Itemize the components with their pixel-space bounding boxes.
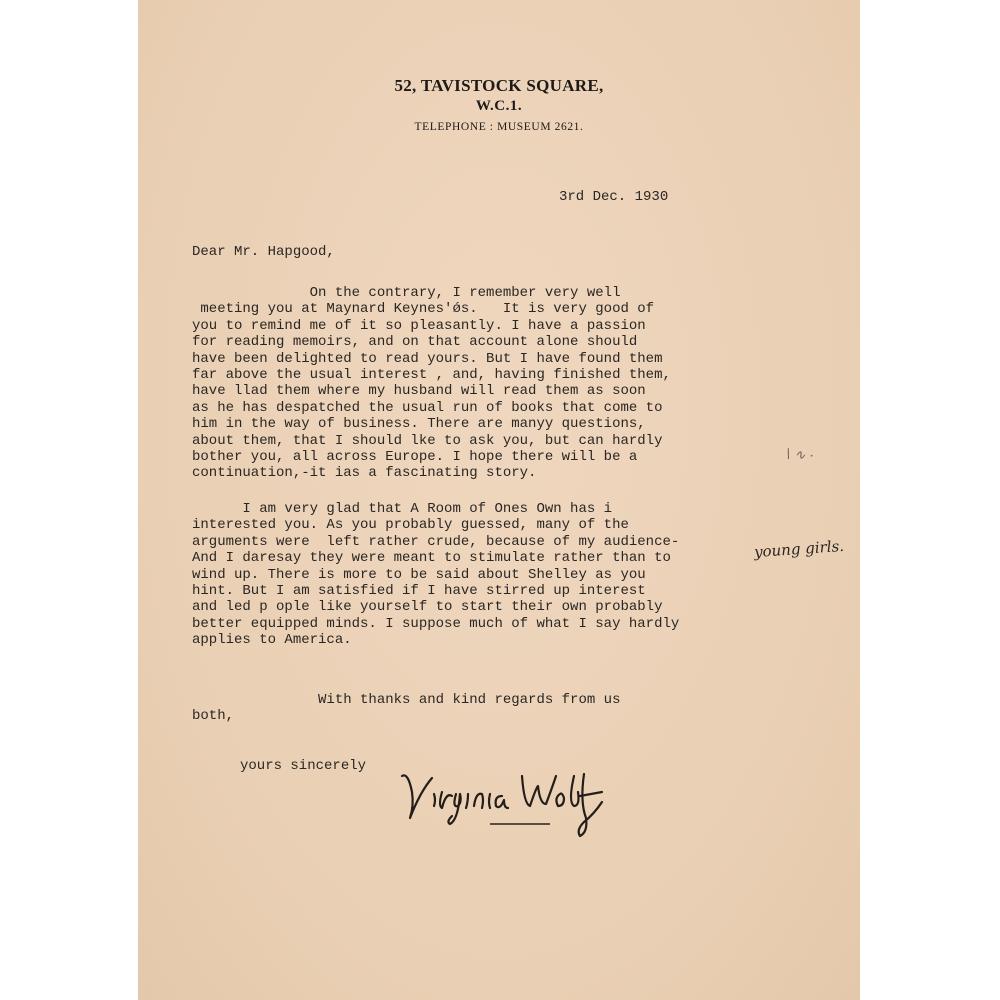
letterhead-address: 52, TAVISTOCK SQUARE, bbox=[394, 76, 604, 95]
letter-valediction: yours sincerely bbox=[240, 758, 367, 774]
handwritten-margin-note: young girls. bbox=[753, 536, 845, 562]
letterhead-telephone: TELEPHONE : MUSEUM 2621. bbox=[414, 121, 584, 133]
letter-closing: With thanks and kind regards from us both, bbox=[192, 692, 621, 725]
letter-paragraph-1: On the contrary, I remember very well meeting you at Maynard Keynes'ǿs. It is very good of you to remind me of it so pleasantly. I have a passion for reading memoirs, and on that account alone should have been delighted to read yours. But I have found them far above the usual interest , and, having finished them, have llad them where my husband will read them as soon as he has despatched the usual run of books that come to him in the way of business. There are manyy questions, about them, that I should lke to ask you, but can hardly bother you, all across Europe. I hope there will be a continuation,-it ias a fascinating story. bbox=[192, 285, 671, 482]
signature-virginia-woolf bbox=[398, 762, 608, 842]
letter-greeting: Dear Mr. Hapgood, bbox=[192, 244, 335, 260]
letter-paper bbox=[138, 0, 860, 1000]
letter-date: 3rd Dec. 1930 bbox=[559, 189, 669, 205]
pencil-margin-mark: \ ∿ · bbox=[785, 446, 815, 465]
letter-paragraph-2: I am very glad that A Room of Ones Own has i interested you. As you probably guessed, many of the arguments were left rather crude, because of my audience- And I daresay they were meant to stimulate rather than to wind up. There is more to be said about Shelley as you hint. But I am satisfied if I have stirred up interest and led p ople like yourself to start their own probably better equipped minds. I suppose much of what I say hardly applies to America. bbox=[192, 501, 680, 649]
letterhead-district: W.C.1. bbox=[475, 98, 523, 114]
